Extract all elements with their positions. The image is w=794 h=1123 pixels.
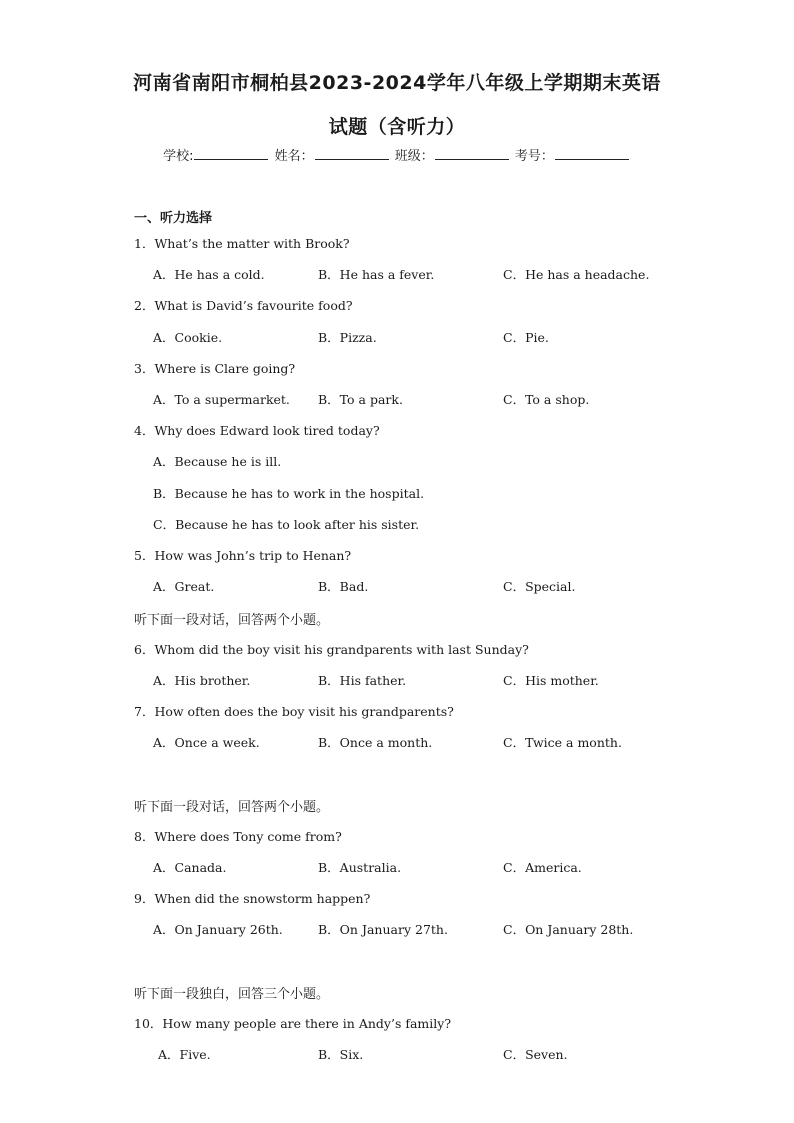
q1-option-b[interactable]: B．He has a fever. (318, 267, 435, 282)
q5-option-c[interactable]: C．Special. (503, 579, 576, 594)
q7-option-b[interactable]: B．Once a month. (318, 735, 433, 750)
q7-option-a[interactable]: A．Once a week. (153, 735, 260, 750)
school-blank[interactable] (194, 147, 268, 160)
question-3: 3．Where is Clare going? (134, 361, 296, 376)
q9-option-a[interactable]: A．On January 26th. (153, 922, 283, 937)
q9-option-b[interactable]: B．On January 27th. (318, 922, 448, 937)
q3-option-c[interactable]: C．To a shop. (503, 392, 590, 407)
page-title-line-1: 河南省南阳市桐柏县2023-2024学年八年级上学期期末英语 (133, 72, 661, 94)
q8-option-a[interactable]: A．Canada. (153, 860, 227, 875)
q6-option-b[interactable]: B．His father. (318, 673, 407, 688)
q1-option-c[interactable]: C．He has a headache. (503, 267, 650, 282)
student-info-row (0, 145, 794, 164)
q2-option-a[interactable]: A．Cookie. (153, 330, 223, 345)
q8-option-c[interactable]: C．America. (503, 860, 582, 875)
question-10: 10．How many people are there in Andy’s family? (134, 1016, 452, 1031)
q1-option-a[interactable]: A．He has a cold. (153, 267, 265, 282)
page-title-line-2: 试题（含听力） (328, 116, 466, 138)
instruction-dialog-2: 听下面一段对话，回答两个小题。 (134, 800, 330, 815)
instruction-dialog-1: 听下面一段对话，回答两个小题。 (134, 613, 330, 628)
q6-option-a[interactable]: A．His brother. (153, 673, 251, 688)
name-blank[interactable] (315, 147, 389, 160)
question-6: 6．Whom did the boy visit his grandparents with last Sunday? (134, 642, 529, 657)
exam-no-label: 考号： (514, 149, 554, 164)
q10-option-c[interactable]: C．Seven. (503, 1047, 568, 1062)
q9-option-c[interactable]: C．On January 28th. (503, 922, 634, 937)
q4-option-a[interactable]: A．Because he is ill. (153, 454, 282, 469)
q6-option-c[interactable]: C．His mother. (503, 673, 599, 688)
q10-option-b[interactable]: B．Six. (318, 1047, 364, 1062)
q2-option-c[interactable]: C．Pie. (503, 330, 549, 345)
question-5: 5．How was John’s trip to Henan? (134, 548, 352, 563)
q4-option-b[interactable]: B．Because he has to work in the hospital. (153, 486, 425, 501)
q3-option-b[interactable]: B．To a park. (318, 392, 403, 407)
question-7: 7．How often does the boy visit his grandparents? (134, 704, 454, 719)
q5-option-b[interactable]: B．Bad. (318, 579, 369, 594)
question-1: 1．What’s the matter with Brook? (134, 236, 350, 251)
q2-option-b[interactable]: B．Pizza. (318, 330, 377, 345)
school-label: 学校: (163, 149, 194, 164)
section-heading: 一、听力选择 (134, 211, 213, 226)
exam-no-blank[interactable] (555, 147, 629, 160)
q7-option-c[interactable]: C．Twice a month. (503, 735, 622, 750)
class-label: 班级： (394, 149, 434, 164)
instruction-monologue: 听下面一段独白，回答三个小题。 (134, 987, 330, 1002)
question-9: 9．When did the snowstorm happen? (134, 891, 371, 906)
q3-option-a[interactable]: A．To a supermarket. (153, 392, 290, 407)
question-8: 8．Where does Tony come from? (134, 829, 342, 844)
q4-option-c[interactable]: C．Because he has to look after his sister. (153, 517, 420, 532)
q8-option-b[interactable]: B．Australia. (318, 860, 402, 875)
question-4: 4．Why does Edward look tired today? (134, 423, 380, 438)
class-blank[interactable] (435, 147, 509, 160)
q10-option-a[interactable]: A．Five. (158, 1047, 211, 1062)
q5-option-a[interactable]: A．Great. (153, 579, 215, 594)
question-2: 2．What is David’s favourite food? (134, 298, 353, 313)
name-label: 姓名： (274, 149, 314, 164)
